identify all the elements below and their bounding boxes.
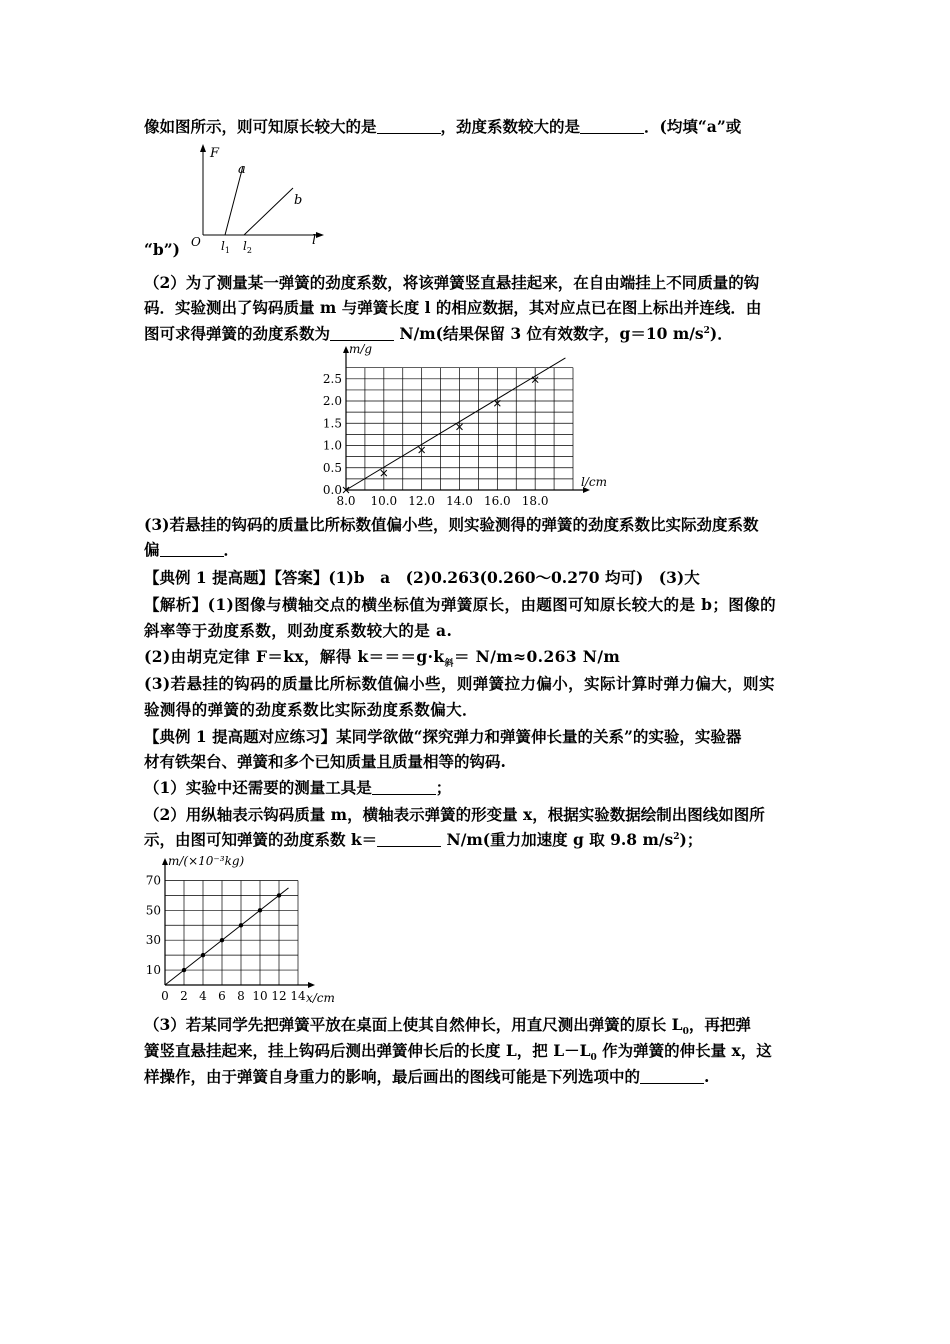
x-tick-label: 6 <box>218 989 226 1003</box>
y-tick-label: 0.5 <box>322 460 342 475</box>
data-point <box>239 923 243 927</box>
answer-blank-6 <box>377 830 441 847</box>
text-line-1: 像如图所示，则可知原长较大的是 ，劲度系数较大的是 ．(均填“a”或 <box>144 117 742 136</box>
y-tick-label: 1.5 <box>322 416 342 431</box>
answer-blank-4 <box>160 540 224 557</box>
text-line-7: 偏 ． <box>144 540 240 559</box>
fig1-origin-label: O <box>191 235 201 249</box>
practice-line-1: 【典例 1 提高题对应练习】某同学欲做“探究弹力和弹簧伸长量的关系”的实验，实验器 <box>144 727 742 746</box>
analysis-line-1: 【解析】(1)图像与横轴交点的横坐标值为弹簧原长，由题图可知原长较大的是 b；图像的 <box>144 595 776 614</box>
fig1-y-label: F <box>210 146 220 161</box>
x-axis-label: l/cm <box>581 475 607 489</box>
x-tick-label: 8.0 <box>336 494 356 508</box>
x-axis-arrow <box>308 982 315 988</box>
x-tick-label: 14.0 <box>446 494 473 508</box>
chart-mass-vs-length <box>310 342 610 515</box>
y-axis-label: m/(×10⁻³kg) <box>168 854 245 868</box>
analysis-line-4: (3)若悬挂的钩码的质量比所标数值偏小些，则弹簧拉力偏小，实际计算时弹力偏大，则实 <box>144 674 775 693</box>
fig1-x-label: l <box>312 233 317 248</box>
y-tick-label: 2.5 <box>322 371 342 386</box>
y-tick-label: 30 <box>145 933 161 948</box>
analysis-line-5: 验测得的弹簧的劲度系数比实际劲度系数偏大． <box>144 700 478 719</box>
analysis-line-2: 斜率等于劲度系数，则劲度系数较大的是 a. <box>144 621 453 640</box>
chart-mass-vs-deformation <box>135 850 355 1010</box>
x-tick-label: 12.0 <box>408 494 436 508</box>
data-point <box>182 968 186 972</box>
practice-line-3: （1）实验中还需要的测量工具是 ； <box>144 778 452 797</box>
x-tick-label: 16.0 <box>483 494 511 508</box>
y-tick-label: 2.0 <box>322 394 342 409</box>
data-point <box>201 953 205 957</box>
fig1-line-b <box>244 188 293 235</box>
fig1-tick-l1: $l_1$ <box>221 239 230 255</box>
y-axis-label: m/g <box>349 342 373 356</box>
y-tick-label: 10 <box>145 963 161 978</box>
data-point <box>277 893 281 897</box>
fig1-tick-l2: $l_2$ <box>243 239 252 255</box>
answer-blank-7 <box>640 1067 704 1084</box>
answer-line: 【典例 1 提高题】【答案】(1)b a (2)0.263(0.260～0.270 均可) (3)大 <box>144 568 700 587</box>
x-axis-label: x/cm <box>306 991 335 1005</box>
practice-line-2: 材有铁架台、弹簧和多个已知质量且质量相等的钩码. <box>144 752 506 771</box>
x-tick-label: 0 <box>161 989 169 1003</box>
text-line-3: （2）为了测量某一弹簧的劲度系数，将该弹簧竖直悬挂起来，在自由端挂上不同质量的钩 <box>144 273 760 292</box>
answer-blank-1 <box>377 117 441 134</box>
x-tick-label: 12 <box>271 989 287 1003</box>
y-tick-label: 0.0 <box>322 483 342 497</box>
text-line-5: 图可求得弹簧的劲度系数为 N/m(结果保留 3 位有效数字，g＝10 $m/s^2$)． <box>144 324 733 343</box>
y-tick-label: 70 <box>145 873 161 888</box>
practice-line-6: （3）若某同学先把弹簧平放在桌面上使其自然伸长，用直尺测出弹簧的原长 $L_0$，再把弹 <box>144 1015 751 1038</box>
answer-blank-3 <box>330 324 394 341</box>
fig1-label-b: b <box>294 193 303 208</box>
fig1-label-a: a <box>238 162 246 177</box>
analysis-line-3: (2)由胡克定律 F＝kx，解得 $k===g\cdot k_斜= N/m\approx 0.263$ N/m <box>144 647 621 670</box>
answer-blank-5 <box>372 778 436 795</box>
practice-line-5: 示，由图可知弹簧的劲度系数 k＝ N/m(重力加速度 g 取 9.8 $m/s^2$)； <box>144 830 703 849</box>
y-tick-label: 1.0 <box>322 438 342 453</box>
text-line-2: “b”) <box>144 240 181 259</box>
x-tick-label: 4 <box>199 989 207 1003</box>
data-point <box>220 938 224 942</box>
y-tick-label: 50 <box>145 903 161 918</box>
practice-line-4: （2）用纵轴表示钩码质量 m，横轴表示弹簧的形变量 x，根据实验数据绘制出图线如图所 <box>144 805 765 824</box>
answer-blank-2 <box>580 117 644 134</box>
practice-line-8: 样操作，由于弹簧自身重力的影响，最后画出的图线可能是下列选项中的 . <box>144 1067 710 1086</box>
x-tick-label: 18.0 <box>521 494 549 508</box>
x-tick-label: 10 <box>252 989 268 1003</box>
x-tick-label: 2 <box>180 989 188 1003</box>
data-point <box>258 908 262 912</box>
x-tick-label: 8 <box>237 989 245 1003</box>
practice-line-7: 簧竖直悬挂起来，挂上钩码后测出弹簧伸长后的长度 L，把 $L-L_0$ 作为弹簧的伸长量 x，这 <box>144 1041 772 1064</box>
text-line-6: (3)若悬挂的钩码的质量比所标数值偏小些，则实验测得的弹簧的劲度系数比实际劲度系数 <box>144 515 759 534</box>
x-tick-label: 10.0 <box>370 494 398 508</box>
text-line-4: 码．实验测出了钩码质量 m 与弹簧长度 l 的相应数据，其对应点已在图上标出并连线．由 <box>144 298 762 317</box>
x-tick-label: 14 <box>290 989 306 1003</box>
